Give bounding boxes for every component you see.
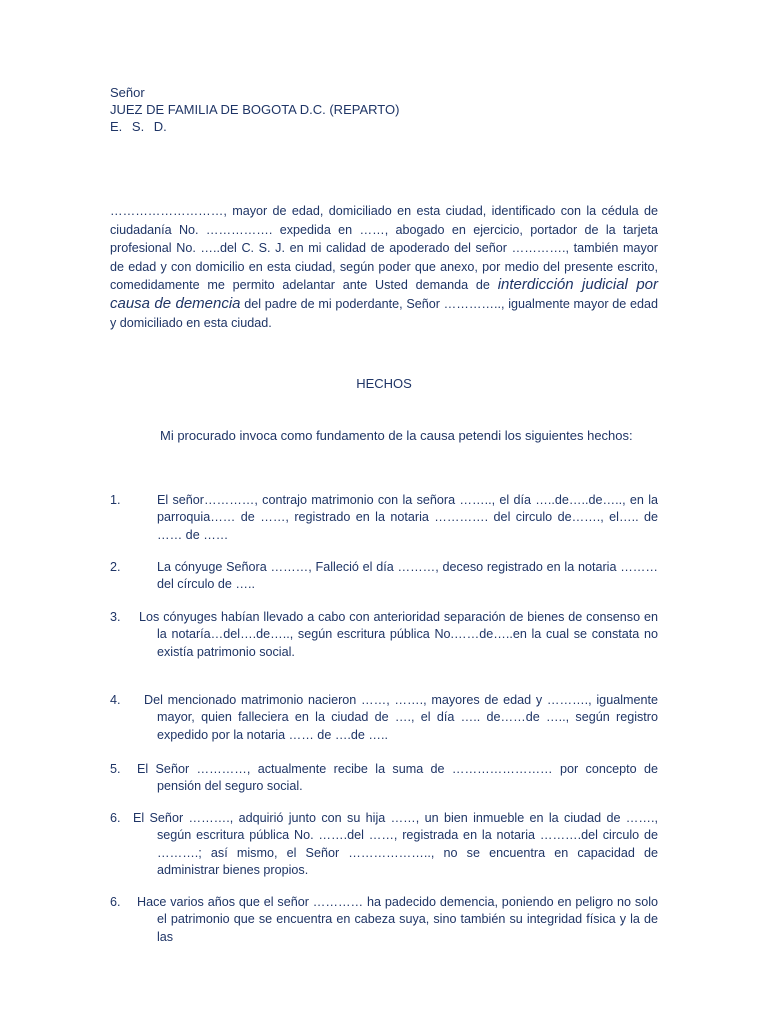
recipient-title: JUEZ DE FAMILIA DE BOGOTA D.C. (REPARTO) <box>110 102 400 117</box>
item-text: El Señor …………, actualmente recibe la suma de …………………… por concepto de pensión del seguro social. <box>137 762 658 794</box>
hechos-intro: Mi procurado invoca como fundamento de la causa petendi los siguientes hechos: <box>160 428 633 443</box>
list-item <box>110 492 658 544</box>
list-item <box>110 894 658 946</box>
item-number: 4. <box>110 693 121 707</box>
list-item <box>110 761 658 796</box>
esd-line: E. S. D. <box>110 119 167 134</box>
list-item <box>110 692 658 744</box>
item-text: Los cónyuges habían llevado a cabo con anterioridad separación de bienes de consenso en la notaría…del….de….., según escritura pública No.……de…..en la cual se constata no existía patrimonio social. <box>139 610 658 659</box>
list-item <box>110 810 658 880</box>
item-text: La cónyuge Señora ………, Falleció el día ………, deceso registrado en la notaria ……… del círculo de ….. <box>157 560 658 592</box>
item-text: El Señor ………., adquirió junto con su hija ……, un bien inmueble en la ciudad de ……., según escritura pública No. …….del ……, registrada en la notaria ……….del circulo de ……….; así mismo, el Señor ……………….., no se encuentra en capacidad de administrar bienes propios. <box>133 811 658 878</box>
intro-text-1: ………………………, mayor de edad, domiciliado en esta ciudad, identificado con la cédula de ciudadanía No. ……………. expedida en ……, abogado en ejercicio, portador de la tarjeta profesional No. …..del C. S. J. en mi calidad de apoderado del señor …………., también mayor de edad y con domicilio en esta ciudad, según poder que anexo, por medio del presente escrito, comedidamente me permito adelantar ante Usted demanda de <box>110 204 658 293</box>
item-text: El señor…………, contrajo matrimonio con la señora …….., el día …..de…..de….., en la parroquia…… de ……, registrado en la notaria …………. del circulo de……., el….. de …… de …… <box>157 493 658 542</box>
item-number: 3. <box>110 610 121 624</box>
intro-emphasis: interdicción judicial por causa de demencia <box>110 276 659 312</box>
list-item <box>110 559 658 594</box>
item-number: 2. <box>110 560 121 574</box>
item-number: 6. <box>110 895 121 909</box>
hechos-heading: HECHOS <box>356 376 412 391</box>
list-item <box>110 609 658 661</box>
item-number: 6. <box>110 811 121 825</box>
item-number: 5. <box>110 762 121 776</box>
addressee-block <box>110 84 399 135</box>
item-number: 1. <box>110 493 121 507</box>
item-text: Hace varios años que el señor ………… ha padecido demencia, poniendo en peligro no solo el patrimonio que se encuentra en cabeza suya, sino también su integridad física y la de las <box>137 895 658 944</box>
intro-text-2: del padre de mi poderdante, Señor ………….., igualmente mayor de edad y domiciliado en esta ciudad. <box>110 296 658 330</box>
salutation: Señor <box>110 85 145 100</box>
item-text: Del mencionado matrimonio nacieron ……, ……., mayores de edad y ………., igualmente mayor, quien falleciera en la ciudad de …., el día ….. de……de ….., según registro expedido por la notaria …… de ….de ….. <box>144 693 658 742</box>
intro-paragraph <box>110 202 658 332</box>
